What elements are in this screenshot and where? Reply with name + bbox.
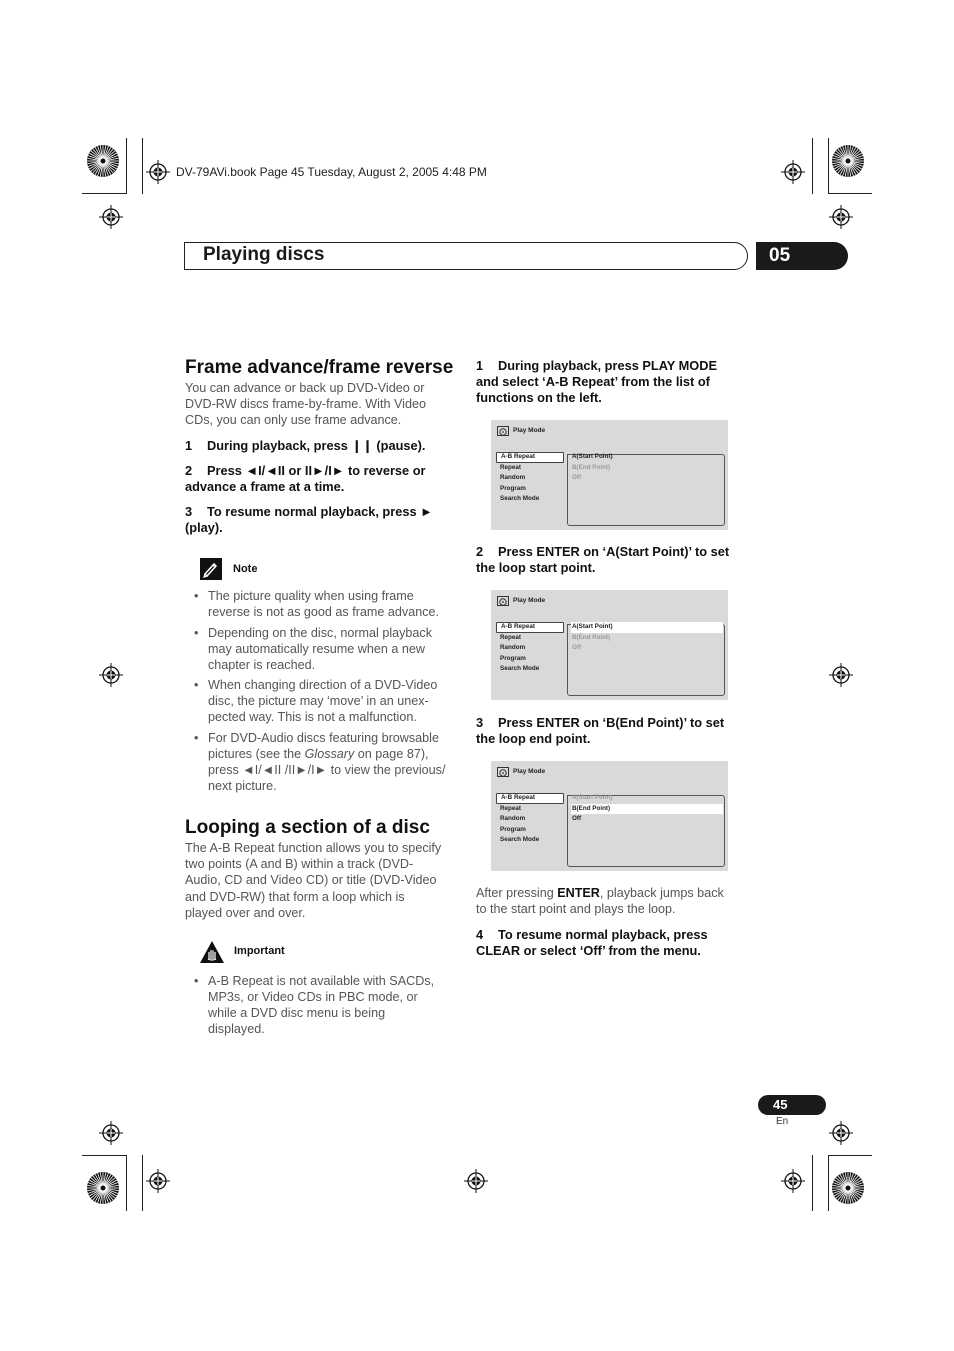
important-list [185,973,460,1042]
section-title: Playing discs [203,244,325,265]
osd-option: B(End Point) [572,633,611,641]
osd-menu-item: Program [500,825,526,833]
frame-intro: You can advance or back up DVD-Video or DVD-RW discs frame-by-frame. With Video CDs, you can only use frame advance. [185,381,426,428]
book-file-line: DV-79AVi.book Page 45 Tuesday, August 2, 2005 4:48 PM [176,165,487,179]
registration-mark-icon [829,663,853,687]
disc-settings-icon [497,595,509,607]
osd-menu-item: Search Mode [500,665,540,673]
color-target-icon [831,144,865,178]
important-label: Important [234,945,285,957]
osd-option: A(Start Point) [572,453,613,460]
crop-line [828,1155,829,1211]
registration-mark-icon [464,1169,488,1193]
osd-option: Off [572,644,582,652]
crop-line [82,193,126,194]
osd-option: A(Start Point) [572,794,613,801]
osd-menu [496,793,564,846]
osd-menu-item: Program [500,654,526,662]
osd-menu-item: Search Mode [500,836,540,844]
list-item: • Depending on the disc, normal playback may automatically resume when a new chapter is reached. [185,625,460,673]
color-target-icon [86,144,120,178]
chapter-number: 05 [756,242,848,270]
loop-step-3: 3 Press ENTER on ‘B(End Point)’ to set the loop end point. [476,715,725,747]
osd-title: Play Mode [513,768,546,775]
crop-line [812,1155,813,1211]
crop-line [82,1155,126,1156]
crop-line [142,1155,143,1211]
registration-mark-icon [146,160,170,184]
osd-screen-2 [491,590,728,700]
osd-option-list [571,793,723,825]
registration-mark-icon [829,1121,853,1145]
crop-line [126,138,127,194]
loop-step-2: 2 Press ENTER on ‘A(Start Point)’ to set the loop start point. [476,544,730,576]
osd-screen-3 [491,761,728,871]
crop-line [828,193,872,194]
osd-option-list [571,622,723,654]
pencil-icon [200,558,222,580]
list-item: • The picture quality when using frame reverse is not as good as frame advance. [185,588,460,620]
note-label: Note [233,563,258,575]
osd-menu [496,622,564,675]
osd-menu-item: Random [500,644,526,652]
disc-settings-icon [497,766,509,778]
osd-menu-item: Random [500,474,526,482]
after-enter-text: After pressing ENTER, playback jumps back to the start point and plays the loop. [476,886,724,917]
warning-hand-icon [199,940,225,964]
osd-menu-item: Program [500,484,526,492]
osd-title: Play Mode [513,597,546,604]
color-target-icon [831,1171,865,1205]
frame-step-3: 3 To resume normal playback, press ► (play). [185,504,433,536]
disc-settings-icon [497,425,509,437]
crop-line [142,138,143,194]
loop-intro: The A-B Repeat function allows you to specify two points (A and B) within a track (DVD- Audio, CD and Video CD) or title (DVD-Video and DVD-RW) that form a loop which is played over and over. [185,841,442,920]
loop-step-4: 4 To resume normal playback, press CLEAR or select ‘Off’ from the menu. [476,927,708,959]
osd-menu-item: Search Mode [500,495,540,503]
registration-mark-icon [146,1169,170,1193]
osd-menu-item: Repeat [500,804,521,812]
osd-option: Off [572,474,582,482]
heading-frame-advance: Frame advance/frame reverse [185,357,454,378]
osd-screen-1 [491,420,728,530]
list-item: • For DVD-Audio discs featuring browsable pictures (see the Glossary on page 87), press ◄I/◄II /II►/I► to view the previous/ next picture. [185,730,460,794]
list-item: • When changing direction of a DVD-Video disc, the picture may ‘move’ in an unex- pected way. This is not a malfunction. [185,677,460,725]
frame-step-1: 1 During playback, press ❙❙ (pause). [185,438,426,453]
osd-menu-item: A-B Repeat [496,452,564,463]
osd-menu [496,452,564,505]
crop-line [126,1155,127,1211]
osd-menu-item: Random [500,815,526,823]
osd-title: Play Mode [513,427,546,434]
osd-menu-item: A-B Repeat [496,793,564,804]
registration-mark-icon [781,1169,805,1193]
heading-looping: Looping a section of a disc [185,817,430,838]
registration-mark-icon [99,205,123,229]
osd-option: B(End Point) [571,804,723,815]
note-list [185,588,460,798]
osd-menu-item: Repeat [500,633,521,641]
loop-step-1: 1 During playback, press PLAY MODE and select ‘A-B Repeat’ from the list of functions on the left. [476,358,718,406]
language-code: En [776,1116,789,1127]
color-target-icon [86,1171,120,1205]
registration-mark-icon [781,160,805,184]
osd-option: Off [572,815,582,823]
registration-mark-icon [829,205,853,229]
crop-line [828,1155,872,1156]
osd-option-list [571,452,723,484]
registration-mark-icon [99,1121,123,1145]
frame-step-2: 2 Press ◄I/◄II or II►/I► to reverse or advance a frame at a time. [185,463,426,495]
crop-line [828,138,829,194]
osd-menu-item: Repeat [500,463,521,471]
registration-mark-icon [99,663,123,687]
osd-option: B(End Point) [572,463,611,471]
list-item: • A-B Repeat is not available with SACDs, MP3s, or Video CDs in PBC mode, or while a DVD disc menu is being displayed. [185,973,460,1037]
crop-line [812,138,813,194]
osd-menu-item: A-B Repeat [496,622,564,633]
osd-option: A(Start Point) [571,622,723,633]
page-number: 45 [758,1095,826,1115]
